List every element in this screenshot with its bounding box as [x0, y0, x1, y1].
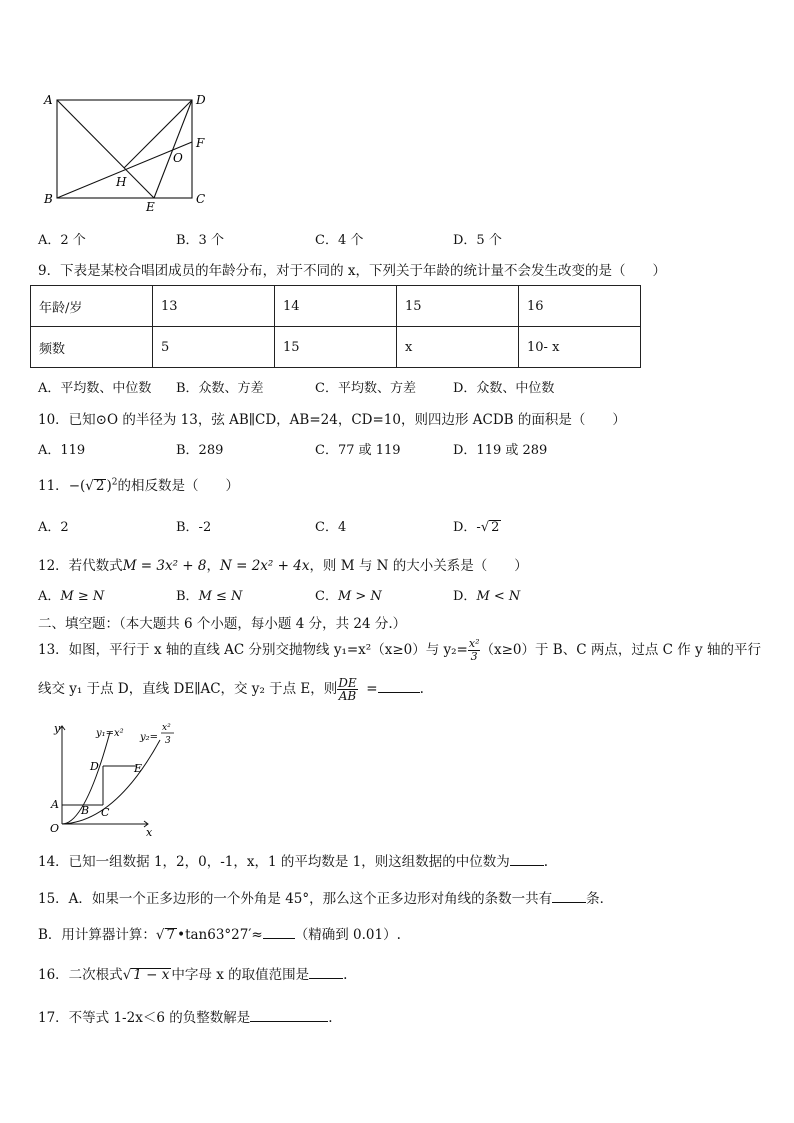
q12-option-b-expr: M ≤ N [198, 589, 243, 604]
q13-equals: = [366, 681, 378, 697]
q12-option-c[interactable] [315, 585, 382, 604]
q10-option-b[interactable]: B．289 [176, 443, 224, 458]
q13-line-2-a: 线交 y₁ 于点 D，直线 DE∥AC，交 y₂ 于点 E，则 [38, 681, 338, 697]
label-b: B [44, 192, 53, 206]
q11-exponent: 2 [111, 477, 118, 488]
q17-end: . [328, 1010, 333, 1026]
q17-answer-blank[interactable] [250, 1009, 328, 1022]
q16-root: 1 − x [133, 967, 170, 983]
q10-option-a[interactable]: A．119 [38, 443, 86, 458]
q13-line-2 [38, 674, 424, 704]
q8-option-b[interactable]: B．3 个 [176, 233, 224, 248]
q8-option-c[interactable]: C．4 个 [315, 233, 364, 248]
curve-y2 [62, 740, 160, 824]
sqrt-icon: √ [155, 927, 165, 943]
label-f: F [196, 136, 205, 150]
label-y2-eq: y₂= [140, 732, 159, 743]
label-y: y [54, 722, 61, 735]
sqrt-icon: √ [85, 478, 94, 494]
line-ae [57, 100, 154, 198]
label-b: B [81, 804, 90, 817]
q14-end: . [543, 854, 549, 870]
q14-question [38, 850, 548, 870]
q8-option-a[interactable]: A．2 个 [38, 233, 86, 248]
q15-b-expr: •tan63°27′≈ [177, 927, 263, 943]
table-cell: 16 [519, 286, 641, 327]
q15-a-end: 条． [586, 891, 614, 907]
section-2-title: 二、填空题：（本大题共 6 个小题，每小题 4 分，共 24 分.） [38, 616, 407, 632]
q12-sep: ， [206, 558, 221, 574]
q11-option-d[interactable] [453, 516, 501, 535]
q11-expr-close: ) [106, 478, 112, 494]
parabola-figure-q13 [40, 712, 180, 840]
label-e: E [146, 200, 155, 214]
label-d: D [90, 760, 99, 773]
q10-question: 10．已知⊙O 的半径为 13，弦 AB∥CD，AB=24，CD=10，则四边形 ACDB 的面积是（ ） [38, 412, 626, 428]
q13-frac-den: 3 [470, 650, 478, 663]
q17-question [38, 1006, 333, 1026]
q15-a-text: 15．A．如果一个正多边形的一个外角是 45°，那么这个正多边形对角线的条数一共有 [38, 891, 553, 907]
table-cell: 15 [275, 327, 397, 368]
table-row [31, 327, 641, 368]
q9-age-table [30, 285, 641, 368]
q15-a-answer-blank[interactable] [552, 890, 586, 903]
q12-option-d-expr: M < N [476, 589, 521, 604]
q12-suffix: ，则 M 与 N 的大小关系是（ ） [309, 558, 528, 574]
q12-prefix: 12．若代数式 [38, 558, 123, 574]
label-a: A [44, 93, 53, 107]
table-cell: 5 [153, 327, 275, 368]
q14-answer-blank[interactable] [510, 853, 544, 866]
table-cell: x [397, 327, 519, 368]
q13-ratio-num: DE [338, 676, 357, 690]
label-c: C [196, 192, 206, 206]
q9-option-d[interactable]: D．众数、中位数 [453, 381, 555, 396]
q13-line-1 [38, 636, 761, 664]
label-c: C [101, 806, 110, 819]
label-y2-num: x² [162, 723, 171, 733]
q13-line-1-b: （x≥0）于 B、C 两点，过点 C 作 y 轴的平行 [480, 642, 761, 658]
q9-option-b[interactable]: B．众数、方差 [176, 381, 264, 396]
label-y2-den: 3 [165, 736, 171, 746]
q11-option-b[interactable]: B．-2 [176, 520, 212, 535]
q16-prefix: 16．二次根式 [38, 967, 123, 983]
table-cell: 频数 [31, 327, 153, 368]
label-h: H [116, 175, 127, 189]
label-e: E [134, 762, 143, 775]
table-cell: 15 [397, 286, 519, 327]
table-row [31, 286, 641, 327]
q13-answer-blank[interactable] [378, 680, 420, 693]
q8-option-d[interactable]: D．5 个 [453, 233, 502, 248]
line-de [154, 100, 192, 198]
table-cell: 年龄/岁 [31, 286, 153, 327]
table-cell: 14 [275, 286, 397, 327]
label-d: D [196, 93, 206, 107]
q12-option-b[interactable] [176, 585, 242, 604]
q15-a-question [38, 887, 613, 907]
q15-b-end: （精确到 0.01）. [294, 927, 401, 943]
q12-option-c-expr: M > N [337, 589, 382, 604]
q13-line-1-a: 13．如图，平行于 x 轴的直线 AC 分别交抛物线 y₁=x²（x≥0）与 y₂= [38, 642, 468, 658]
q12-option-a-expr: M ≥ N [60, 589, 105, 604]
q9-question: 9．下表是某校合唱团成员的年龄分布，对于不同的 x，下列关于年龄的统计量不会发生改变的是（ ） [38, 263, 666, 279]
q10-option-c[interactable]: C．77 或 119 [315, 443, 401, 458]
label-o: O [173, 151, 183, 165]
q15-b-text: B．用计算器计算： [38, 927, 156, 943]
geometry-figure-q8 [36, 88, 226, 216]
q11-option-c[interactable]: C．4 [315, 520, 347, 535]
q9-option-a[interactable]: A．平均数、中位数 [38, 381, 152, 396]
q12-option-a-label: A． [38, 589, 61, 604]
q17-text: 17．不等式 1-2x＜6 的负整数解是 [38, 1010, 251, 1026]
q11-option-d-label: D．- [453, 520, 481, 535]
label-o: O [50, 822, 60, 835]
q13-end: . [419, 681, 424, 697]
q12-question [38, 554, 528, 574]
q14-text: 14．已知一组数据 1，2，0，-1，x，1 的平均数是 1，则这组数据的中位数为 [38, 854, 510, 870]
q11-option-d-root: 2 [491, 520, 500, 535]
table-cell: 10- x [519, 327, 641, 368]
q11-number: 11． [38, 478, 69, 494]
q16-end: . [343, 967, 348, 983]
table-cell: 13 [153, 286, 275, 327]
q12-option-c-label: C． [315, 589, 338, 604]
q12-n-expr: N = 2x² + 4x [220, 558, 310, 574]
q9-option-c[interactable]: C．平均数、方差 [315, 381, 416, 396]
sqrt-icon: √ [122, 967, 132, 983]
q15-b-question [38, 923, 401, 943]
q12-option-a[interactable] [38, 585, 104, 604]
q13-frac-num: x² [468, 637, 480, 650]
label-y1-eq: y₁=x² [96, 728, 124, 739]
q11-expr-minus: −( [68, 478, 86, 494]
label-a: A [51, 798, 59, 811]
q16-suffix: 中字母 x 的取值范围是 [171, 967, 310, 983]
q11-option-a[interactable]: A．2 [38, 520, 69, 535]
q12-option-d-label: D． [453, 589, 477, 604]
label-x: x [146, 826, 153, 839]
q12-option-b-label: B． [176, 589, 199, 604]
q12-m-expr: M = 3x² + 8 [122, 558, 207, 574]
q11-question [38, 474, 239, 494]
q11-suffix: 的相反数是（ ） [117, 478, 239, 494]
q16-answer-blank[interactable] [309, 966, 343, 979]
q13-fraction [468, 638, 481, 663]
q12-option-d[interactable] [453, 585, 520, 604]
q13-ratio [337, 677, 357, 702]
q15-b-root: 7 [166, 927, 176, 943]
q13-ratio-den: AB [338, 689, 357, 703]
q11-root: 2 [95, 478, 105, 494]
sqrt-icon: √ [480, 520, 490, 535]
q10-option-d[interactable]: D．119 或 289 [453, 443, 548, 458]
q15-b-answer-blank[interactable] [263, 926, 295, 939]
line-bf [57, 142, 192, 198]
q16-question [38, 963, 347, 983]
